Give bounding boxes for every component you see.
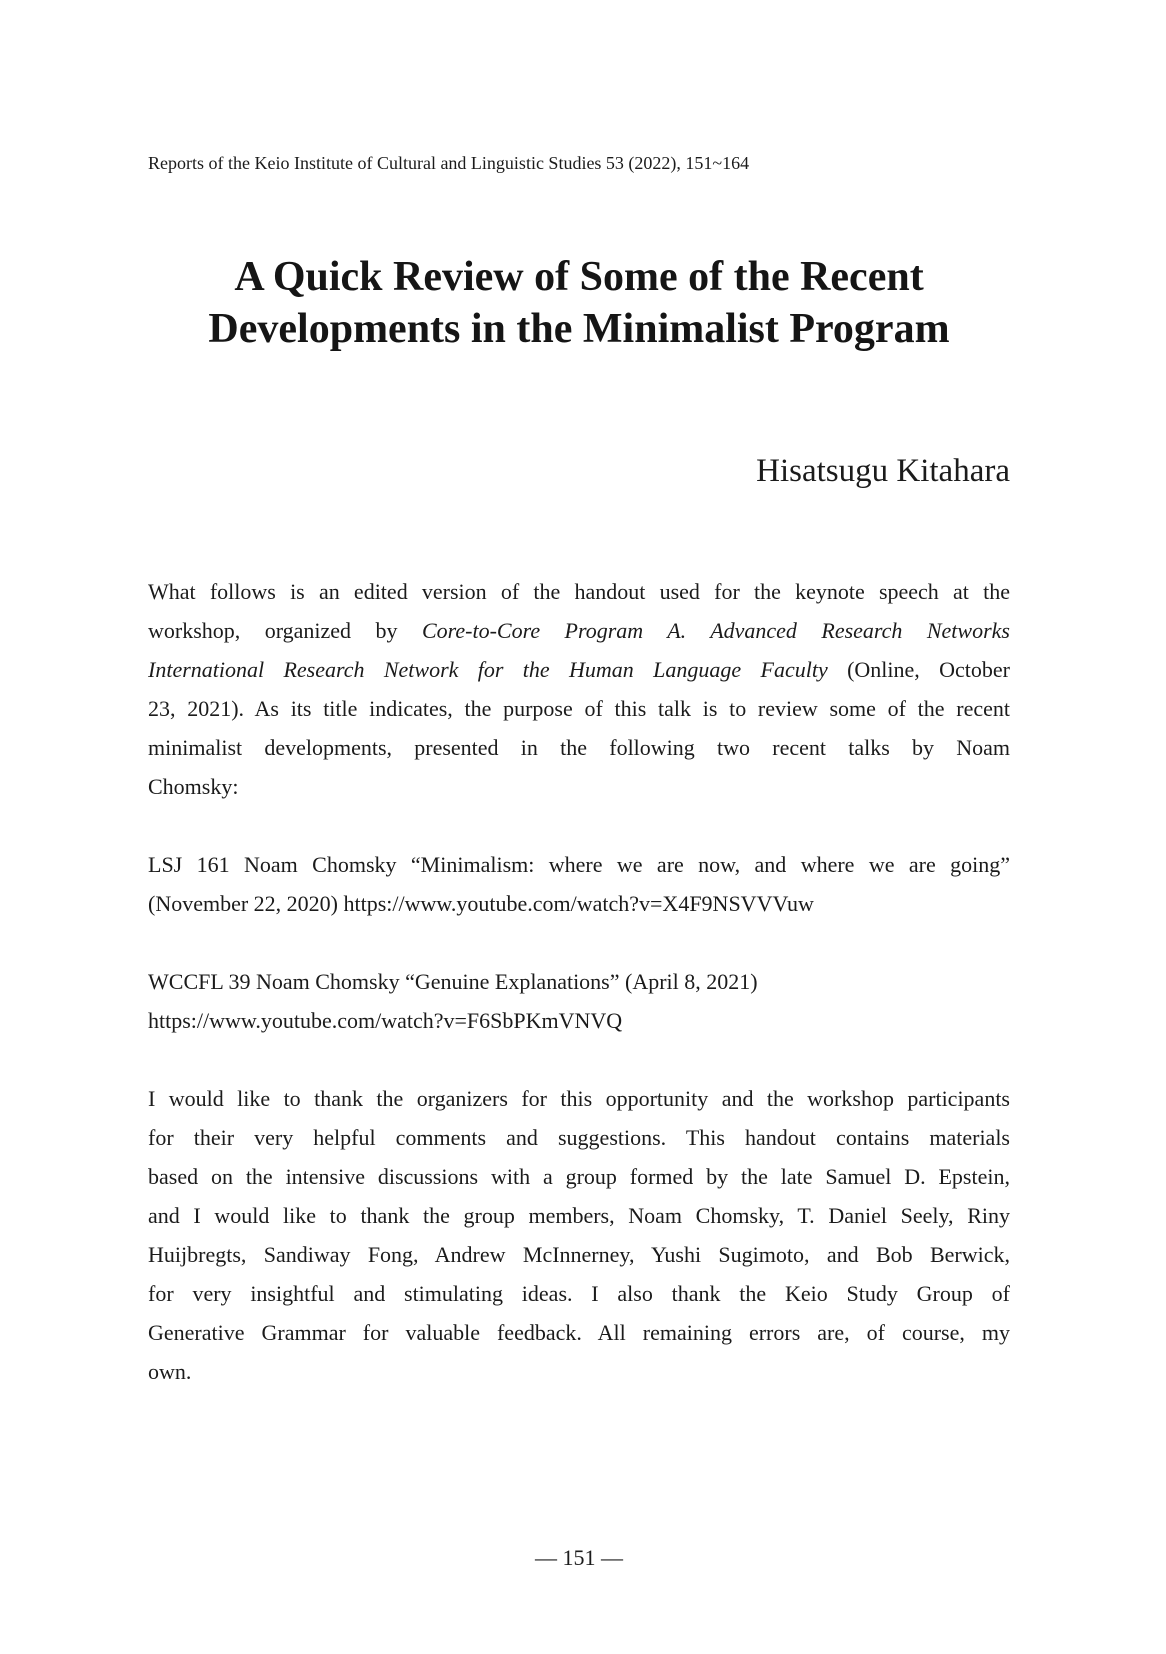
body-line: [148, 572, 1010, 611]
text-segment: https://www.youtube.com/watch?v=F6SbPKmVNVQ: [148, 1008, 623, 1033]
text-segment: I would like to thank the organizers for this opportunity and the workshop participants: [148, 1086, 1010, 1111]
page-number: — 151 —: [535, 1545, 623, 1570]
text-segment: (November 22, 2020) https://www.youtube.com/watch?v=X4F9NSVVVuw: [148, 891, 814, 916]
text-segment: based on the intensive discussions with a group formed by the late Samuel D. Epstein,: [148, 1164, 1010, 1189]
author-name: Hisatsugu Kitahara: [756, 453, 1010, 489]
paragraph: [148, 572, 1010, 806]
body-line: [148, 884, 1010, 923]
text-segment: and I would like to thank the group members, Noam Chomsky, T. Daniel Seely, Riny: [148, 1203, 1010, 1228]
body-line: [148, 650, 1010, 689]
text-segment: Generative Grammar for valuable feedback. All remaining errors are, of course, my: [148, 1320, 1010, 1345]
document-body: [148, 572, 1010, 1391]
body-line: [148, 728, 1010, 767]
paragraph: [148, 1079, 1010, 1391]
text-segment: LSJ 161 Noam Chomsky “Minimalism: where we are now, and where we are going”: [148, 852, 1010, 877]
text-segment: Chomsky:: [148, 774, 239, 799]
body-line: [148, 1235, 1010, 1274]
body-line: [148, 611, 1010, 650]
text-segment: (Online, October: [827, 657, 1010, 682]
text-segment: WCCFL 39 Noam Chomsky “Genuine Explanations” (April 8, 2021): [148, 969, 758, 994]
body-line: [148, 1274, 1010, 1313]
body-line: [148, 962, 1010, 1001]
text-segment: What follows is an edited version of the handout used for the keynote speech at the: [148, 579, 1010, 604]
body-line: [148, 845, 1010, 884]
page-title-line-1: A Quick Review of Some of the Recent: [234, 254, 924, 300]
text-segment: own.: [148, 1359, 192, 1384]
body-line: [148, 1001, 1010, 1040]
text-segment: workshop, organized by: [148, 618, 422, 643]
text-segment: Huijbregts, Sandiway Fong, Andrew McInnerney, Yushi Sugimoto, and Bob Berwick,: [148, 1242, 1010, 1267]
page-title: [148, 251, 1010, 355]
body-line: [148, 1313, 1010, 1352]
text-segment: for their very helpful comments and suggestions. This handout contains materials: [148, 1125, 1010, 1150]
body-line: [148, 1352, 1010, 1391]
text-segment: 23, 2021). As its title indicates, the purpose of this talk is to review some of the recent: [148, 696, 1010, 721]
body-line: [148, 1118, 1010, 1157]
text-segment: for very insightful and stimulating ideas. I also thank the Keio Study Group of: [148, 1281, 1010, 1306]
body-line: [148, 767, 1010, 806]
body-line: [148, 689, 1010, 728]
paragraph: [148, 962, 1010, 1040]
body-line: [148, 1196, 1010, 1235]
running-header: Reports of the Keio Institute of Cultural and Linguistic Studies 53 (2022), 151~164: [148, 153, 750, 173]
body-line: [148, 1157, 1010, 1196]
italic-text-segment: Core-to-Core Program A. Advanced Research Networks: [421, 618, 1010, 643]
italic-text-segment: International Research Network for the Human Language Faculty: [148, 657, 828, 682]
paragraph: [148, 845, 1010, 923]
text-segment: minimalist developments, presented in the following two recent talks by Noam: [148, 735, 1010, 760]
body-line: [148, 1079, 1010, 1118]
page-title-line-2: Developments in the Minimalist Program: [208, 306, 950, 352]
